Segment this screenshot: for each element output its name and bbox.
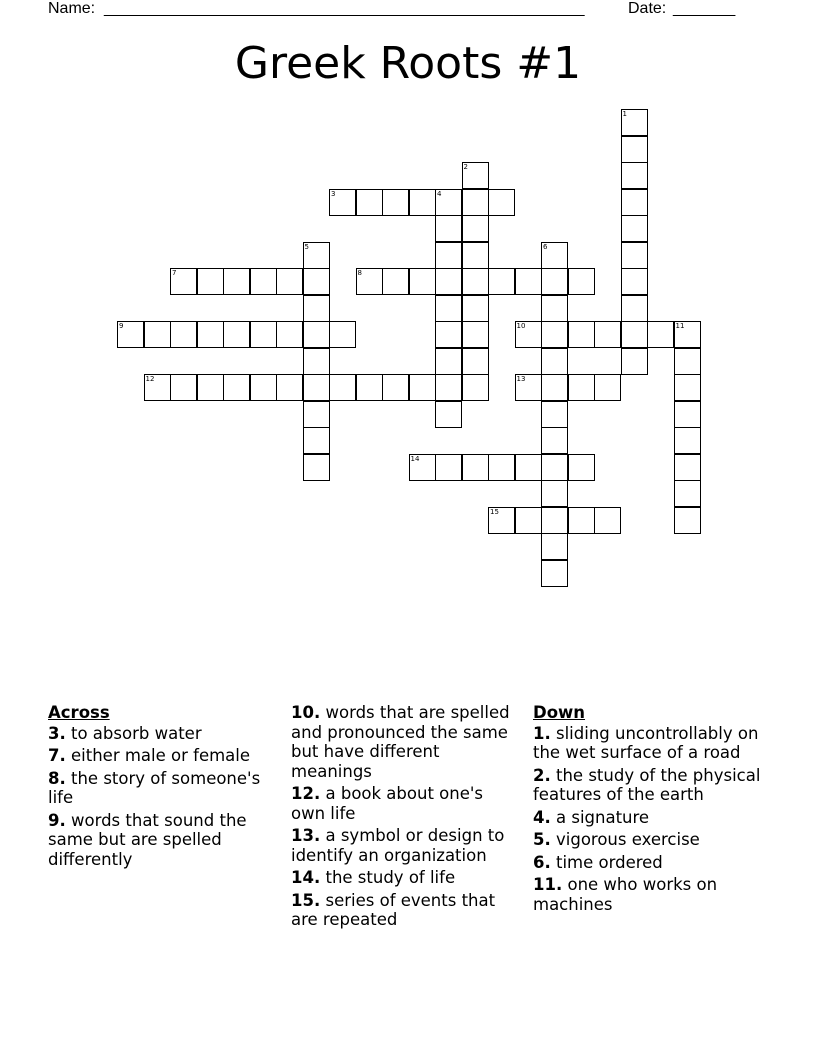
crossword-cell[interactable] bbox=[515, 454, 542, 481]
crossword-cell[interactable] bbox=[435, 401, 462, 428]
crossword-cell[interactable] bbox=[117, 321, 144, 348]
clue-text: the study of the physical features of the earth bbox=[533, 765, 761, 804]
clue-number: 2. bbox=[533, 765, 551, 785]
crossword-cell[interactable] bbox=[356, 374, 383, 401]
crossword-cell[interactable] bbox=[541, 480, 568, 507]
crossword-cell[interactable] bbox=[541, 401, 568, 428]
clue-item bbox=[533, 853, 771, 873]
clue-number: 11. bbox=[533, 875, 563, 894]
down-clues-column bbox=[533, 703, 771, 917]
crossword-cell[interactable] bbox=[462, 189, 489, 216]
crossword-cell[interactable] bbox=[594, 374, 621, 401]
crossword-cell[interactable] bbox=[541, 427, 568, 454]
crossword-cell[interactable] bbox=[435, 189, 462, 216]
clue-number: 8 bbox=[357, 269, 362, 277]
clue-text: time ordered bbox=[556, 852, 663, 872]
crossword-cell[interactable] bbox=[462, 321, 489, 348]
clue-number: 15. bbox=[291, 890, 321, 910]
crossword-cell[interactable] bbox=[621, 295, 648, 322]
crossword-cell[interactable] bbox=[409, 189, 436, 216]
crossword-cell[interactable] bbox=[594, 321, 621, 348]
crossword-cell[interactable] bbox=[462, 215, 489, 242]
crossword-cell[interactable] bbox=[621, 215, 648, 242]
crossword-cell[interactable] bbox=[276, 268, 303, 295]
crossword-cell[interactable] bbox=[515, 507, 542, 534]
crossword-cell[interactable] bbox=[144, 321, 171, 348]
clue-item bbox=[48, 724, 276, 744]
crossword-cell[interactable] bbox=[621, 162, 648, 189]
clue-number: 10. bbox=[291, 703, 321, 722]
clue-number: 5. bbox=[533, 830, 551, 849]
crossword-cell[interactable] bbox=[621, 109, 648, 136]
clue-number: 13. bbox=[291, 826, 321, 845]
clue-item bbox=[533, 875, 771, 914]
crossword-cell[interactable] bbox=[621, 136, 648, 163]
clue-item bbox=[533, 724, 771, 763]
crossword-cell[interactable] bbox=[594, 507, 621, 534]
name-date-line bbox=[48, 0, 768, 20]
crossword-cell[interactable] bbox=[356, 268, 383, 295]
across-heading: Across bbox=[48, 703, 110, 722]
crossword-cell[interactable] bbox=[462, 162, 489, 189]
clue-item bbox=[291, 826, 519, 865]
crossword-cell[interactable] bbox=[409, 374, 436, 401]
clue-item bbox=[533, 766, 771, 805]
crossword-cell[interactable] bbox=[674, 507, 701, 534]
name-label: Name: bbox=[48, 0, 96, 17]
crossword-cell[interactable] bbox=[488, 454, 515, 481]
crossword-cell[interactable] bbox=[435, 295, 462, 322]
crossword-cell[interactable] bbox=[541, 268, 568, 295]
clue-item bbox=[48, 746, 276, 766]
clue-number: 12 bbox=[145, 375, 155, 383]
crossword-cell[interactable] bbox=[462, 454, 489, 481]
clue-item bbox=[48, 769, 276, 808]
crossword-cell[interactable] bbox=[197, 268, 224, 295]
crossword-cell[interactable] bbox=[515, 374, 542, 401]
crossword-cell[interactable] bbox=[568, 507, 595, 534]
clue-number: 4 bbox=[437, 189, 442, 198]
across-clues-column-1 bbox=[48, 703, 276, 872]
clue-text: either male or female bbox=[71, 746, 251, 765]
crossword-cell[interactable] bbox=[303, 321, 330, 348]
clue-item bbox=[291, 868, 519, 888]
crossword-cell[interactable] bbox=[621, 348, 648, 375]
crossword-cell[interactable] bbox=[462, 295, 489, 322]
crossword-cell[interactable] bbox=[409, 268, 436, 295]
clue-text: series of events that are repeated bbox=[291, 890, 496, 929]
crossword-cell[interactable] bbox=[197, 321, 224, 348]
crossword-cell[interactable] bbox=[329, 189, 356, 216]
clue-number: 3. bbox=[48, 723, 66, 743]
date-blank-line[interactable]: _______ bbox=[673, 0, 736, 17]
crossword-cell[interactable] bbox=[541, 560, 568, 587]
clue-number: 5 bbox=[304, 242, 309, 251]
clue-text: sliding uncontrollably on the wet surface of a road bbox=[533, 723, 759, 762]
crossword-cell[interactable] bbox=[674, 374, 701, 401]
crossword-cell[interactable] bbox=[515, 321, 542, 348]
clue-number: 9. bbox=[48, 810, 66, 830]
clue-text: a symbol or design to identify an organization bbox=[291, 826, 505, 865]
clue-item bbox=[291, 703, 519, 781]
crossword-cell[interactable] bbox=[250, 321, 277, 348]
clue-number: 11 bbox=[675, 322, 685, 330]
clue-item bbox=[291, 784, 519, 823]
crossword-cell[interactable] bbox=[435, 454, 462, 481]
crossword-cell[interactable] bbox=[250, 374, 277, 401]
crossword-cell[interactable] bbox=[568, 321, 595, 348]
crossword-cell[interactable] bbox=[541, 242, 568, 269]
clue-number: 4. bbox=[533, 807, 551, 827]
crossword-cell[interactable] bbox=[382, 374, 409, 401]
crossword-cell[interactable] bbox=[223, 268, 250, 295]
crossword-cell[interactable] bbox=[303, 401, 330, 428]
crossword-cell[interactable] bbox=[568, 374, 595, 401]
clue-text: one who works on machines bbox=[533, 875, 718, 914]
crossword-cell[interactable] bbox=[621, 268, 648, 295]
crossword-cell[interactable] bbox=[250, 268, 277, 295]
crossword-cell[interactable] bbox=[462, 348, 489, 375]
clue-number: 14 bbox=[410, 454, 420, 463]
clue-number: 9 bbox=[119, 322, 124, 330]
crossword-cell[interactable] bbox=[435, 321, 462, 348]
crossword-cell[interactable] bbox=[674, 427, 701, 454]
crossword-cell[interactable] bbox=[303, 427, 330, 454]
clue-number: 1. bbox=[533, 723, 551, 743]
crossword-cell[interactable] bbox=[568, 268, 595, 295]
date-label: Date: bbox=[628, 0, 667, 17]
crossword-cell[interactable] bbox=[462, 242, 489, 269]
clue-item bbox=[533, 808, 771, 828]
crossword-cell[interactable] bbox=[674, 454, 701, 481]
across-clues-column-2 bbox=[291, 703, 519, 933]
clue-text: to absorb water bbox=[71, 723, 202, 743]
clue-number: 7. bbox=[48, 746, 66, 765]
crossword-cell[interactable] bbox=[647, 321, 674, 348]
crossword-cell[interactable] bbox=[435, 215, 462, 242]
crossword-cell[interactable] bbox=[303, 295, 330, 322]
down-heading: Down bbox=[533, 703, 586, 722]
crossword-cell[interactable] bbox=[674, 321, 701, 348]
crossword-cell[interactable] bbox=[329, 321, 356, 348]
crossword-cell[interactable] bbox=[435, 348, 462, 375]
crossword-cell[interactable] bbox=[541, 348, 568, 375]
crossword-cell[interactable] bbox=[541, 321, 568, 348]
clue-text: a signature bbox=[556, 807, 650, 827]
clue-number: 15 bbox=[490, 507, 499, 516]
clue-number: 7 bbox=[172, 269, 177, 277]
clue-text: words that are spelled and pronounced the same but have different meanings bbox=[291, 703, 510, 781]
crossword-cell[interactable] bbox=[303, 348, 330, 375]
crossword-cell[interactable] bbox=[568, 454, 595, 481]
clue-number: 10 bbox=[516, 322, 526, 330]
crossword-cell[interactable] bbox=[276, 321, 303, 348]
crossword-cell[interactable] bbox=[303, 454, 330, 481]
clue-number: 13 bbox=[516, 375, 526, 383]
crossword-cell[interactable] bbox=[674, 480, 701, 507]
crossword-cell[interactable] bbox=[303, 268, 330, 295]
crossword-cell[interactable] bbox=[303, 242, 330, 269]
crossword-cell[interactable] bbox=[382, 189, 409, 216]
clue-number: 6 bbox=[543, 242, 548, 251]
crossword-cell[interactable] bbox=[382, 268, 409, 295]
crossword-cell[interactable] bbox=[674, 348, 701, 375]
crossword-cell[interactable] bbox=[488, 189, 515, 216]
crossword-cell[interactable] bbox=[674, 401, 701, 428]
clue-item bbox=[533, 830, 771, 850]
crossword-cell[interactable] bbox=[462, 268, 489, 295]
clue-item bbox=[291, 891, 519, 930]
crossword-cell[interactable] bbox=[488, 268, 515, 295]
crossword-cell[interactable] bbox=[409, 454, 436, 481]
crossword-cell[interactable] bbox=[435, 374, 462, 401]
crossword-cell[interactable] bbox=[515, 268, 542, 295]
crossword-cell[interactable] bbox=[197, 374, 224, 401]
clue-number: 14. bbox=[291, 868, 321, 887]
crossword-cell[interactable] bbox=[435, 268, 462, 295]
crossword-cell[interactable] bbox=[356, 189, 383, 216]
crossword-cell[interactable] bbox=[541, 374, 568, 401]
clue-text: a book about one's own life bbox=[291, 784, 483, 823]
clue-number: 3 bbox=[331, 189, 336, 198]
clue-text: vigorous exercise bbox=[556, 830, 700, 849]
crossword-cell[interactable] bbox=[435, 242, 462, 269]
clue-text: the story of someone's life bbox=[48, 768, 261, 807]
name-blank-line[interactable]: ______________________________________________________ bbox=[104, 0, 585, 17]
crossword-cell[interactable] bbox=[621, 189, 648, 216]
clue-number: 2 bbox=[463, 163, 468, 171]
clue-text: the study of life bbox=[325, 868, 456, 887]
crossword-cell[interactable] bbox=[621, 321, 648, 348]
crossword-cell[interactable] bbox=[144, 374, 171, 401]
crossword-cell[interactable] bbox=[170, 321, 197, 348]
crossword-cell[interactable] bbox=[170, 374, 197, 401]
crossword-cell[interactable] bbox=[276, 374, 303, 401]
clue-number: 8. bbox=[48, 768, 66, 788]
crossword-cell[interactable] bbox=[170, 268, 197, 295]
clue-number: 6. bbox=[533, 852, 551, 872]
clue-item bbox=[48, 811, 276, 870]
crossword-cell[interactable] bbox=[303, 374, 330, 401]
clue-number: 1 bbox=[622, 110, 627, 118]
crossword-cell[interactable] bbox=[462, 374, 489, 401]
crossword-cell[interactable] bbox=[223, 321, 250, 348]
clue-text: words that sound the same but are spelled differently bbox=[48, 810, 247, 869]
crossword-cell[interactable] bbox=[621, 242, 648, 269]
crossword-cell[interactable] bbox=[541, 533, 568, 560]
crossword-cell[interactable] bbox=[541, 454, 568, 481]
crossword-cell[interactable] bbox=[329, 374, 356, 401]
crossword-cell[interactable] bbox=[541, 295, 568, 322]
crossword-cell[interactable] bbox=[541, 507, 568, 534]
clue-number: 12. bbox=[291, 784, 321, 803]
crossword-cell[interactable] bbox=[223, 374, 250, 401]
crossword-cell[interactable] bbox=[488, 507, 515, 534]
page-title: Greek Roots #1 bbox=[234, 38, 582, 89]
